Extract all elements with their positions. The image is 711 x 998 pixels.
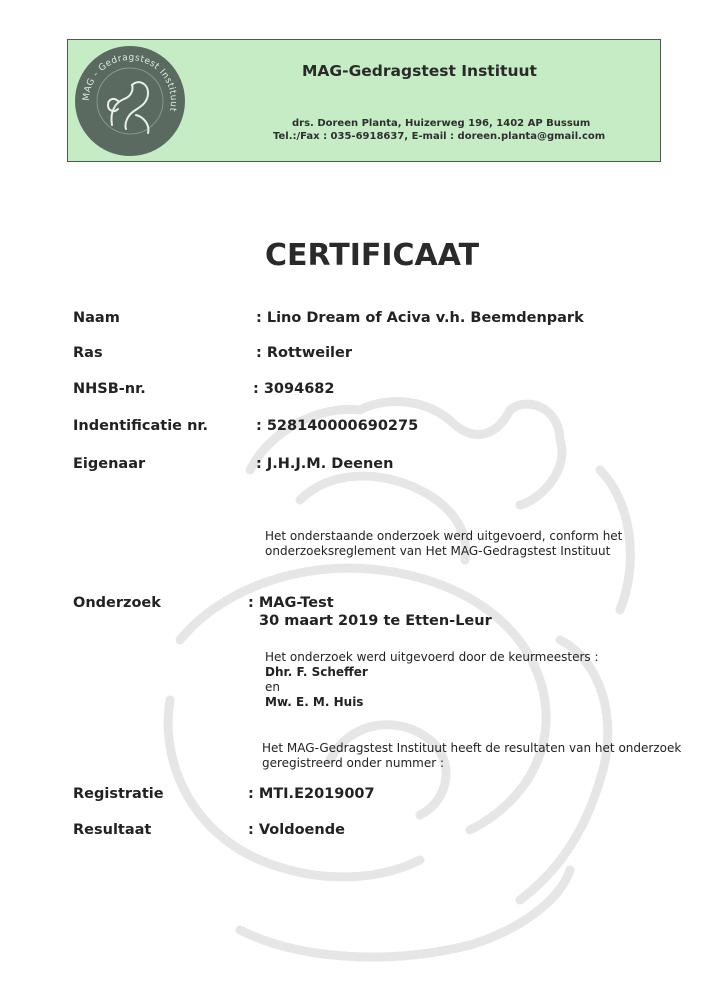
institute-contact: Tel.:/Fax : 035-6918637, E-mail : doreen.planta@gmail.com [273,131,606,142]
institute-header [67,39,661,162]
onderzoek-date-place: 30 maart 2019 te Etten-Leur [259,613,492,629]
institute-logo [74,45,186,157]
judge-2: Mw. E. M. Huis [265,695,364,709]
onderzoek-label: Onderzoek [73,595,161,611]
naam-label: Naam [73,310,120,326]
keurmeesters-intro: Het onderzoek werd uitgevoerd door de keurmeesters : [265,650,599,664]
certificate-title: CERTIFICAAT [265,238,480,273]
registratie-label: Registratie [73,786,164,802]
identificatie-value: : 528140000690275 [256,418,419,434]
statement-conform-line2: onderzoeksreglement van Het MAG-Gedragstest Instituut [265,544,611,558]
nhsb-value: : 3094682 [253,381,335,397]
registratie-value: : MTI.E2019007 [248,786,375,802]
institute-address: drs. Doreen Planta, Huizerweg 196, 1402 AP Bussum [292,118,591,129]
nhsb-label: NHSB-nr. [73,381,146,397]
institute-name: MAG-Gedragstest Instituut [302,62,537,80]
naam-value: : Lino Dream of Aciva v.h. Beemdenpark [256,310,584,326]
statement-registered-line2: geregistreerd onder nummer : [262,756,445,770]
ras-value: : Rottweiler [256,345,352,361]
resultaat-label: Resultaat [73,822,152,838]
resultaat-value: : Voldoende [248,822,345,838]
ras-label: Ras [73,345,103,361]
statement-registered-line1: Het MAG-Gedragstest Instituut heeft de resultaten van het onderzoek [262,741,682,755]
identificatie-label: Indentificatie nr. [73,418,208,434]
eigenaar-label: Eigenaar [73,456,146,472]
judges-connector: en [265,680,280,694]
statement-conform-line1: Het onderstaande onderzoek werd uitgevoerd, conform het [265,529,623,543]
onderzoek-value: : MAG-Test [248,595,334,611]
logo-ring-text: MAG - Gedragstest Instituut [81,52,179,113]
judge-1: Dhr. F. Scheffer [265,665,368,679]
eigenaar-value: : J.H.J.M. Deenen [256,456,394,472]
